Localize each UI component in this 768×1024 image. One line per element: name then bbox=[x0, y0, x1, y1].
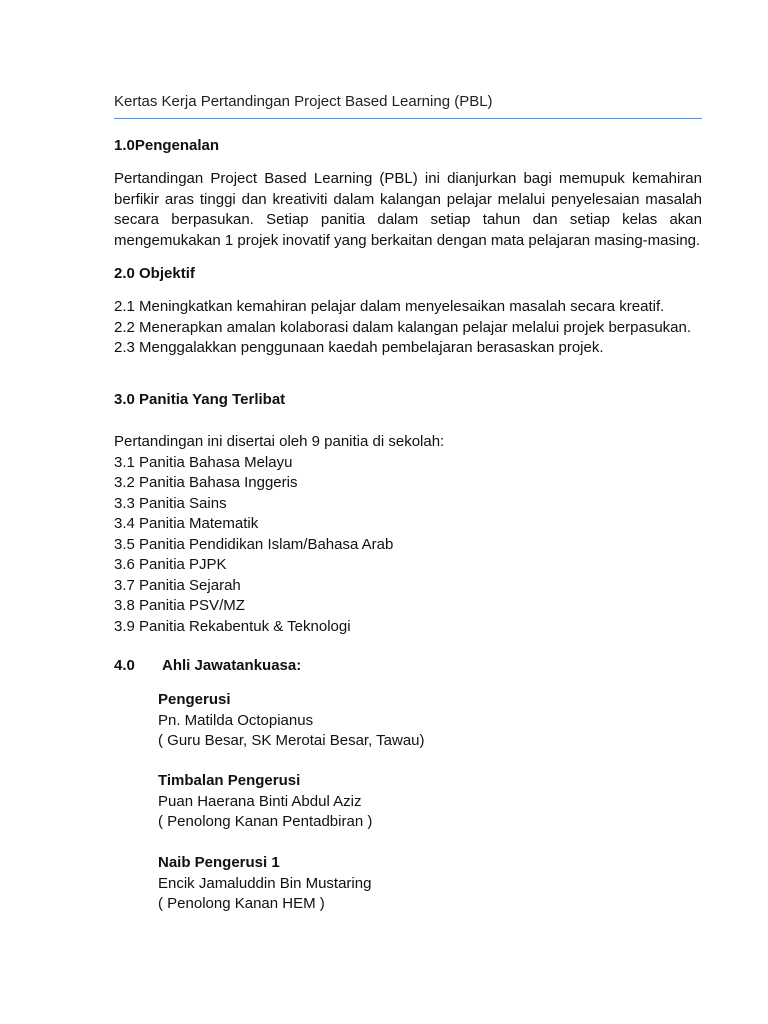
section-panitia bbox=[114, 390, 702, 411]
list-item: 3.9 Panitia Rekabentuk & Teknologi bbox=[114, 617, 351, 635]
list-item: 2.1 Meningkatkan kemahiran pelajar dalam menyelesaikan masalah secara kreatif. bbox=[114, 298, 665, 315]
role-position: ( Guru Besar, SK Merotai Besar, Tawau) bbox=[158, 732, 425, 749]
section-pengenalan bbox=[114, 136, 702, 157]
role-title: Pengerusi bbox=[158, 691, 231, 708]
section-number: 4.0 bbox=[114, 657, 135, 674]
role-block bbox=[158, 690, 698, 752]
section-heading: 3.0 Panitia Yang Terlibat bbox=[114, 391, 286, 408]
role-block bbox=[158, 771, 698, 833]
panitia-list bbox=[114, 432, 702, 637]
role-title: Timbalan Pengerusi bbox=[158, 772, 301, 789]
list-intro: Pertandingan ini disertai oleh 9 panitia di sekolah: bbox=[114, 433, 445, 450]
list-item: 3.5 Panitia Pendidikan Islam/Bahasa Arab bbox=[114, 535, 394, 553]
role-position: ( Penolong Kanan HEM ) bbox=[158, 895, 325, 912]
list-item: 3.3 Panitia Sains bbox=[114, 494, 227, 512]
list-item: 3.1 Panitia Bahasa Melayu bbox=[114, 453, 293, 471]
role-name: Puan Haerana Binti Abdul Aziz bbox=[158, 792, 362, 810]
section-heading: Ahli Jawatankuasa: bbox=[162, 657, 302, 674]
list-item: 2.2 Menerapkan amalan kolaborasi dalam kalangan pelajar melalui projek berpasukan. bbox=[114, 318, 692, 336]
list-item: 2.3 Menggalakkan penggunaan kaedah pembelajaran berasaskan projek. bbox=[114, 339, 604, 356]
objektif-list bbox=[114, 297, 702, 359]
role-name: Pn. Matilda Octopianus bbox=[158, 711, 314, 729]
role-position: ( Penolong Kanan Pentadbiran ) bbox=[158, 813, 373, 830]
list-item: 3.6 Panitia PJPK bbox=[114, 556, 227, 573]
list-item: 3.2 Panitia Bahasa Inggeris bbox=[114, 474, 298, 491]
section-objektif bbox=[114, 264, 702, 285]
list-item: 3.7 Panitia Sejarah bbox=[114, 576, 241, 594]
role-name: Encik Jamaluddin Bin Mustaring bbox=[158, 874, 372, 892]
pengenalan-paragraph: Pertandingan Project Based Learning (PBL) ini dianjurkan bagi memupuk kemahiran berfikir aras tinggi dan kreativiti dalam kalangan pelajar melalui penyelesaian masalah secara berpasukan. Setiap panitia dalam setiap tahun dan setiap kelas akan mengemukakan 1 projek inovatif yang berkaitan dengan mata pelajaran masing-masing. bbox=[114, 170, 702, 249]
section-heading: 2.0 Objektif bbox=[114, 265, 195, 282]
section-ahli-jawatankuasa bbox=[114, 656, 301, 677]
section-heading: 1.0Pengenalan bbox=[114, 137, 220, 154]
list-item: 3.8 Panitia PSV/MZ bbox=[114, 597, 245, 614]
role-block bbox=[158, 853, 698, 915]
document-header-title: Kertas Kerja Pertandingan Project Based Learning (PBL) bbox=[114, 92, 702, 119]
role-title: Naib Pengerusi 1 bbox=[158, 854, 280, 871]
list-item: 3.4 Panitia Matematik bbox=[114, 515, 259, 532]
